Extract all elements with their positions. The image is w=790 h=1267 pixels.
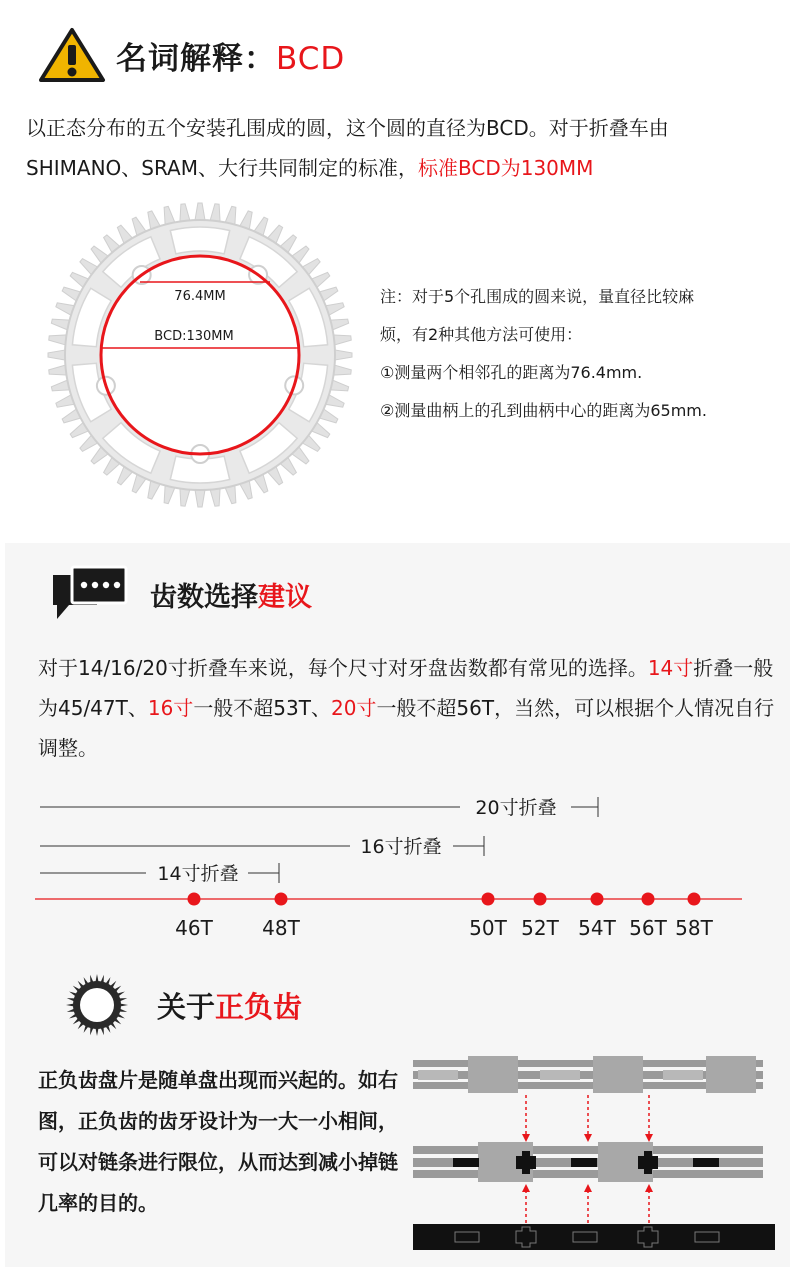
- teeth-tick-label: 48T: [262, 916, 300, 940]
- section3-title: 关于正负齿: [157, 989, 303, 1024]
- bcd-label: BCD:130MM: [154, 329, 234, 344]
- note-line: 注：对于5个孔围成的圆来说，量直径比较麻: [380, 287, 695, 306]
- note-line: ①测量两个相邻孔的距离为76.4mm.: [380, 363, 643, 382]
- range-label-20: 20寸折叠: [475, 797, 557, 819]
- section1-title-highlight: BCD: [276, 40, 346, 77]
- bcd-standard-highlight: 标准BCD为130MM: [418, 156, 594, 180]
- teeth-tick-dot: [534, 893, 547, 906]
- chainring-cutout: [170, 227, 229, 254]
- section1-title: 名词解释：BCD: [116, 40, 346, 77]
- bcd-definition-paragraph: 以正态分布的五个安装孔围成的圆，这个圆的直径为BCD。对于折叠车由SHIMANO、SRAM、大行共同制定的标准，标准BCD为130MM: [26, 116, 669, 180]
- section2-title: 齿数选择建议: [150, 581, 312, 613]
- teeth-tick-dot: [188, 893, 201, 906]
- teeth-selection-paragraph: 对于14/16/20寸折叠车来说，每个尺寸对牙盘齿数都有常见的选择。14寸折叠一般为45/47T、16寸一般不超53T、20寸一般不超56T，当然，可以根据个人情况自行调整。: [38, 656, 775, 760]
- arrows-down: [526, 1095, 649, 1136]
- adjacent-hole-label: 76.4MM: [174, 289, 226, 304]
- teeth-range-chart: [0, 780, 790, 950]
- range-label-16: 16寸折叠: [360, 836, 442, 858]
- chainring-bcd-diagram: [30, 185, 370, 525]
- teeth-tick-dot: [642, 893, 655, 906]
- narrow-wide-paragraph: 正负齿盘片是随单盘出现而兴起的。如右图，正负齿的齿牙设计为一大一小相间，可以对链条进行限位，从而达到减小掉链几率的目的。: [38, 1068, 398, 1215]
- teeth-tick-dot: [591, 893, 604, 906]
- teeth-tick-label: 52T: [521, 916, 559, 940]
- note-line: ②测量曲柄上的孔到曲柄中心的距离为65mm.: [380, 401, 707, 420]
- teeth-tick-dot: [482, 893, 495, 906]
- arrows-up: [526, 1190, 649, 1226]
- size-16-highlight: 16寸: [147, 696, 194, 720]
- narrow-wide-chain-diagram: [408, 1048, 780, 1256]
- warning-icon: [38, 27, 106, 83]
- teeth-tick-dot: [275, 893, 288, 906]
- size-14-highlight: 14寸: [647, 656, 694, 680]
- section3-title-highlight: 正负齿: [215, 989, 303, 1024]
- teeth-tick-dot: [688, 893, 701, 906]
- teeth-tick-label: 54T: [578, 916, 616, 940]
- teeth-tick-label: 56T: [629, 916, 667, 940]
- note-line: 烦，有2种其他方法可使用：: [380, 325, 583, 344]
- chain-top: [413, 1056, 763, 1093]
- range-label-14: 14寸折叠: [157, 863, 239, 885]
- teeth-ticks: [175, 893, 713, 941]
- chainring-icon: [62, 972, 132, 1038]
- section3-header: [62, 972, 302, 1038]
- teeth-tick-label: 46T: [175, 916, 213, 940]
- measurement-notes: [380, 278, 780, 430]
- teeth-tick-label: 50T: [469, 916, 507, 940]
- section2-header: [50, 562, 312, 626]
- section2-title-highlight: 建议: [258, 581, 312, 613]
- chat-bubble-icon: [50, 563, 130, 625]
- chainring-profile: [413, 1224, 775, 1250]
- teeth-tick-label: 58T: [675, 916, 713, 940]
- section1-header: [38, 26, 345, 84]
- size-20-highlight: 20寸: [330, 696, 377, 720]
- chain-middle: [413, 1142, 763, 1182]
